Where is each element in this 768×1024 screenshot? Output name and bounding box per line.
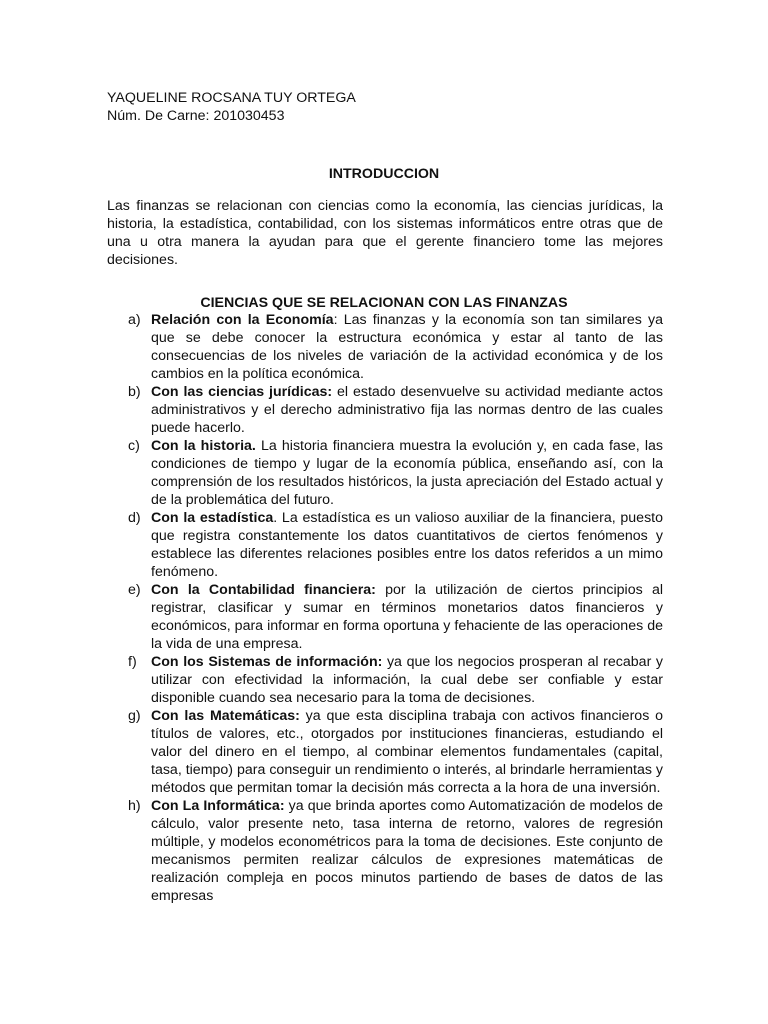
list-item-heading: Con los Sistemas de información:: [151, 654, 383, 670]
list-item-text: : Las finanzas y la economía son tan similares ya que se debe conocer la estructura económica y estar al tanto de las consecuencias de los niveles de variación de la actividad económica y de los cambios en la política económica.: [151, 312, 663, 382]
list-item-heading: Con La Informática:: [151, 798, 285, 814]
list-item-letter: f): [128, 654, 137, 670]
list-item: [107, 437, 663, 509]
list-item-heading: Con la estadística: [151, 510, 274, 526]
list-item-heading: Con las Matemáticas:: [151, 708, 300, 724]
list-item-text: La historia financiera muestra la evolución y, en cada fase, las condiciones de tiempo y lugar de la economía pública, enseñando así, con la comprensión de los resultados históricos, la justa apreciación del Estado actual y de la problemática del futuro.: [151, 438, 663, 508]
list-item-text: el estado desenvuelve su actividad mediante actos administrativos y el derecho administrativo fija las normas dentro de las cuales puede hacerlo.: [151, 384, 664, 436]
list-item-letter: d): [128, 510, 141, 526]
list-item-letter: h): [128, 798, 141, 814]
list-item-letter: a): [128, 312, 141, 328]
list-item-text: ya que esta disciplina trabaja con activos financieros o títulos de valores, etc., otorgados por instituciones financieras, estudiando el valor del dinero en el tiempo, al combinar elementos fundamentales (capital, tasa, tiempo) para conseguir un rendimiento o interés, al brindarle herramientas y métodos que permitan tomar la decisión más correcta a la hora de una inversión.: [151, 708, 663, 796]
carne-number: Núm. De Carne: 201030453: [107, 108, 285, 124]
list-item: [107, 653, 663, 707]
section-title: [0, 294, 768, 312]
list-item: [107, 707, 663, 797]
section-title-text: CIENCIAS QUE SE RELACIONAN CON LAS FINANZAS: [200, 295, 568, 311]
list-item: [107, 797, 663, 905]
page-title: INTRODUCCION: [328, 166, 440, 182]
list-item-heading: Con las ciencias jurídicas:: [151, 384, 333, 400]
sciences-list: [107, 311, 663, 905]
list-item-letter: e): [128, 582, 141, 598]
list-item-text: ya que los negocios prosperan al recabar y utilizar con efectividad la información, la cual debe ser confiable y estar disponible cuando sea necesario para la toma de decisiones.: [151, 654, 664, 706]
author-name: YAQUELINE ROCSANA TUY ORTEGA: [107, 90, 356, 106]
list-item: [107, 581, 663, 653]
list-item-heading: Con la Contabilidad financiera:: [151, 582, 376, 598]
intro-paragraph: Las finanzas se relacionan con ciencias como la economía, las ciencias jurídicas, la historia, la estadística, contabilidad, con los sistemas informáticos entre otras que de una u otra manera la ayudan para que el gerente financiero tome las mejores decisiones.: [107, 198, 663, 268]
author-header: [107, 89, 356, 125]
list-item-letter: c): [128, 438, 140, 454]
list-item-heading: Con la historia.: [151, 438, 256, 454]
list-item-text: ya que brinda aportes como Automatización de modelos de cálculo, valor presente neto, tasa interna de retorno, valores de regresión múltiple, y modelos econométricos para la toma de decisiones. Este conjunto de mecanismos permiten realizar cálculos de expresiones matemáticas de realización compleja en pocos minutos partiendo de bases de datos de las empresas: [151, 798, 663, 904]
list-item: [107, 509, 663, 581]
list-item-letter: b): [128, 384, 141, 400]
list-item-heading: Relación con la Economía: [151, 312, 334, 328]
list-item-letter: g): [128, 708, 141, 724]
list-item: [107, 311, 663, 383]
list-item: [107, 383, 663, 437]
list-item-text: . La estadística es un valioso auxiliar de la financiera, puesto que registra constantemente los datos cuantitativos de ciertos fenómenos y establece las diferentes relaciones posibles entre los datos referidos a un mimo fenómeno.: [151, 510, 663, 580]
list-item-text: por la utilización de ciertos principios al registrar, clasificar y sumar en términos monetarios datos financieros y económicos, para informar en forma oportuna y fehaciente de las operaciones de la vida de una empresa.: [151, 582, 663, 652]
